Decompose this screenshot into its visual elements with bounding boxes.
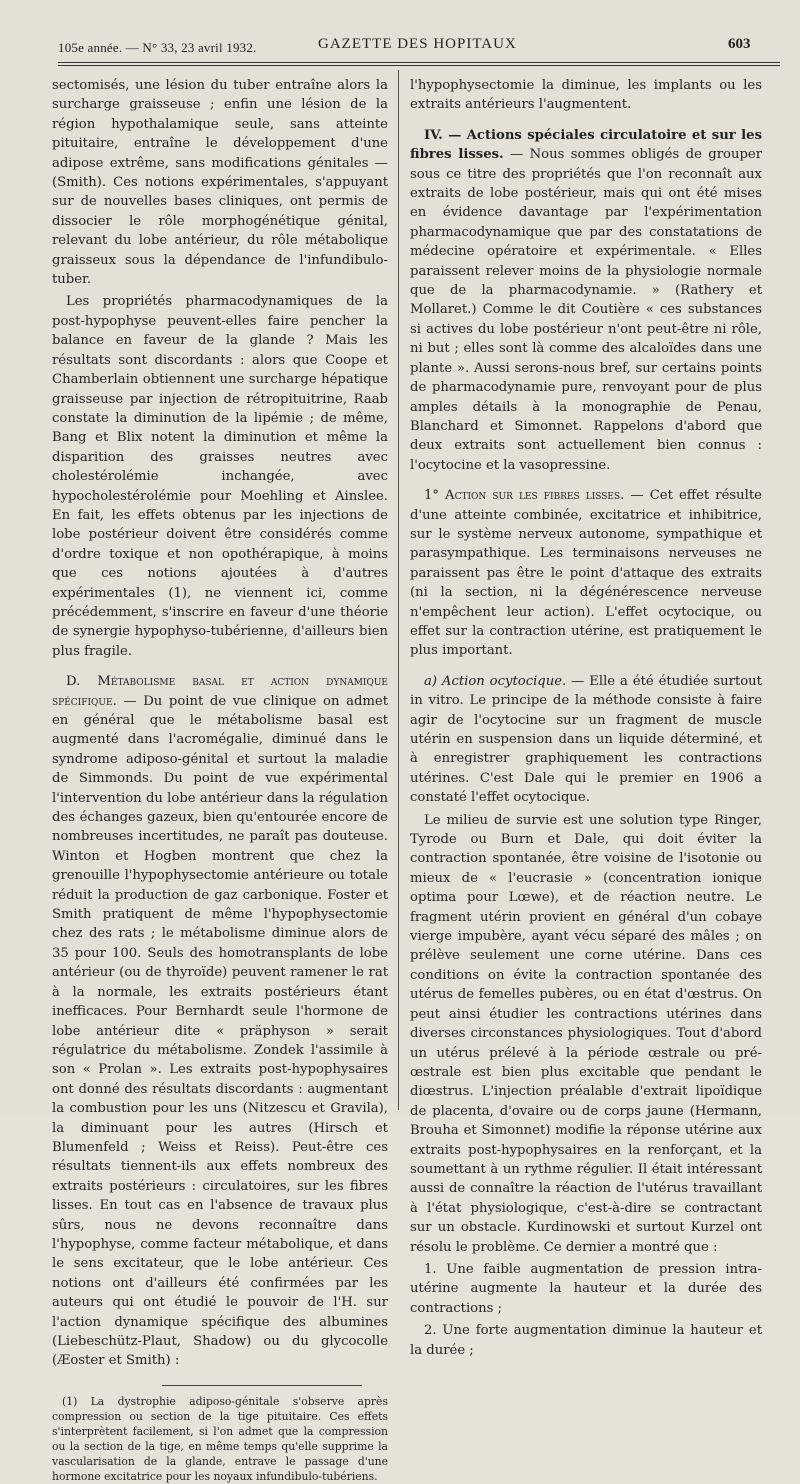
left-paragraph-2: Les propriétés pharmacodynamiques de la post-hypophyse peuvent-elles faire pencher la balance en faveur de la glande ? Mais les résultats sont discordants : alors que Coope et Chamberlain obtiennent une surcharge hépatique graisseuse par injection de rétropituitrine, Raab constate la diminution de la lipémie ; de même, Bang et Blix notent la diminution et même la disparition des graisses neutres avec cholestérolémie inchangée, avec hypocholestérolémie pour Moehling et Ainslee. En fait, les effets obtenus par les injections de lobe postérieur doivent être considérés comme d'ordre toxique et non opothérapique, à moins que ces notions ajoutées à d'autres expérimentales (1), ne viennent ici, comme précédemment, s'inscrire en faveur d'une théorie de synergie hypophyso-tubérienne, d'ailleurs bien plus fragile. bbox=[52, 294, 388, 659]
footnote: (1) La dystrophie adiposo-génitale s'observe après compression ou section de la tige pituitaire. Ces effets s'interprètent facilement, si l'on admet que la compression ou la section de la tige, en même temps qu'elle supprime la vascularisation de la glande, entrave le passage d'une hormone excitatrice pour les noyaux infundibulo-tubériens. bbox=[52, 1394, 388, 1483]
right-paragraph-1: l'hypophysectomie la diminue, les implants ou les extraits antérieurs l'augmentent. bbox=[410, 78, 762, 113]
section-iv-text: — Nous sommes obligés de grouper sous ce titre des propriétés que l'on reconnaît aux extraits de lobe postérieur, mais qui ont été mises en évidence davantage par l'expérimentation pharmacodynamique que par des constatations de médecine opératoire et expérimentale. « Elles paraissent relever moins de la physiologie normale que de la pharmacodynamie. » (Rathery et Mollaret.) Comme le dit Coutière « ces substances si actives du lobe postérieur n'ont peut-être ni rôle, ni but ; elles sont là comme des alcaloïdes dans une plante ». Aussi serons-nous bref, sur certains points de pharmacodynamie pure, renvoyant pour de plus amples détails à la monographie de Penau, Blanchard et Simonnet. Rappelons d'abord que deux extraits sont actuellement bien connus : l'ocytocine et la vasopressine. bbox=[410, 147, 762, 473]
right-paragraph-3 bbox=[410, 486, 762, 661]
section-1-title: 1° Action sur les fibres lisses. bbox=[424, 488, 625, 504]
page-header bbox=[0, 0, 800, 62]
section-d-text: — Du point de vue clinique on admet en général que le métabolisme basal est augmenté dans l'acromégalie, diminué dans le syndrome adiposo-génital et surtout la maladie de Simmonds. Du point de vue expérimental l'intervention du lobe antérieur dans la régulation des échanges gazeux, bien qu'entourée encore de nombreuses incertitudes, ne paraît pas douteuse. Winton et Hogben montrent que chez la grenouille l'hypophysectomie antérieure ou totale réduit la production de gaz carbonique. Foster et Smith pratiquent de même l'hypophysectomie chez des rats ; le métabolisme diminue alors de 35 pour 100. Seuls des homotransplants de lobe antérieur (ou de thyroïde) peuvent ramener le rat à la normale, les extraits postérieurs étant inefficaces. Pour Bernhardt seule l'hormone de lobe antérieur dite « präphyson » serait régulatrice du métabolisme. Zondek l'assimile à son « Prolan ». Les extraits post-hypophysaires ont donné des résultats discordants : augmentant la combustion pour les uns (Nitzescu et Gravila), la diminuant pour les autres (Hirsch et Blumenfeld ; Weiss et Reiss). Peut-être ces résultats tiennent-ils aux effets nombreux des extraits postérieurs : circulatoires, sur les fibres lisses. En tout cas en l'absence de travaux plus sûrs, nous ne devons reconnaître dans l'hypophyse, comme facteur métabolique, et dans le sens excitateur, que le lobe antérieur. Ces notions ont d'ailleurs été confirmées par les auteurs qui ont étudié le pouvoir de l'H. sur l'action dynamique spécifique des albumines (Liebeschütz-Plaut, Shadow) ou du glycocolle (Æoster et Smith) : bbox=[52, 693, 388, 1369]
section-1-text: — Cet effet résulte d'une atteinte combinée, excitatrice et inhibitrice, sur le système nerveux autonome, sympathique et parasympathique. Les terminaisons nerveuses ne paraissent pas être le point d'attaque des extraits (ni la section, ni la dégénérescence nerveuse n'empêchent leur action). L'effet ocytocique, ou effet sur la contraction utérine, est pratiquement le plus important. bbox=[410, 488, 762, 659]
right-column bbox=[410, 76, 762, 1358]
left-paragraph-3 bbox=[52, 672, 388, 1371]
right-paragraph-4 bbox=[410, 672, 762, 808]
footnote-rule bbox=[162, 1385, 362, 1386]
section-a-text: — Elle a été étudiée surtout in vitro. Le principe de la méthode consiste à faire agir de l'ocytocine sur un fragment de muscle utérin en suspension dans un liquide déterminé, et à enregistrer graphiquement les contractions utérines. C'est Dale qui le premier en 1906 a constaté l'effet ocytocique. bbox=[410, 673, 762, 806]
left-column bbox=[52, 76, 388, 1483]
section-d-title: D. Métabolisme basal et action dynamique spécifique. bbox=[52, 674, 388, 709]
section-a-title: a) Action ocytocique. bbox=[424, 673, 567, 689]
section-iv-title: IV. — Actions spéciales circulatoire et sur les fibres lisses. bbox=[410, 127, 762, 163]
right-paragraph-2 bbox=[410, 126, 762, 475]
left-paragraph-1: sectomisés, une lésion du tuber entraîne alors la surcharge graisseuse ; enfin une lésion de la région hypothalamique seule, sans atteinte pituitaire, entraîne le développement d'une adipose extrême, sans modifications génitales — (Smith). Ces notions expérimentales, s'appuyant sur de nouvelles bases cliniques, ont permis de dissocier le rôle morphogénétique génital, relevant du lobe antérieur, du rôle métabolique graisseux sous la dépendance de l'infundibulo-tuber. bbox=[52, 78, 388, 288]
journal-title: GAZETTE DES HOPITAUX bbox=[318, 36, 517, 52]
column-divider bbox=[398, 70, 399, 1110]
page-number: 603 bbox=[728, 36, 751, 52]
list-item-1: 1. Une faible augmentation de pression intra-utérine augmente la hauteur et la durée des contractions ; bbox=[410, 1261, 762, 1316]
header-rule bbox=[58, 62, 780, 66]
list-item-2: 2. Une forte augmentation diminue la hauteur et la durée ; bbox=[410, 1323, 762, 1358]
right-paragraph-5: Le milieu de survie est une solution type Ringer, Tyrode ou Burn et Dale, qui doit éviter la contraction spontanée, être voisine de l'isotonie ou mieux de « l'eucrasie » (concentration ionique optima pour Lœwe), et de réaction neutre. Le fragment utérin provient en général d'un cobaye vierge impubère, ayant vécu séparé des mâles ; on prélève seulement une corne utérine. Dans ces conditions on évite la contraction spontanée des utérus de femelles pubères, ou en état d'œstrus. On peut ainsi étudier les contractions utérines dans diverses circonstances physiologiques. Tout d'abord un utérus prélevé à la période œstrale ou pré-œstrale est bien plus excitable que pendant le diœstrus. L'injection préalable d'extrait lipoïdique de placenta, d'ovaire ou de corps jaune (Hermann, Brouha et Simonnet) modifie la réponse utérine aux extraits post-hypophysaires en la renforçant, et la soumettant à un rythme régulier. Il était intéressant aussi de connaître la réaction de l'utérus travaillant à l'état physiologique, c'est-à-dire se contractant sur un obstacle. Kurdinowski et surtout Kurzel ont résolu le problème. Ce dernier a montré que : bbox=[410, 812, 762, 1255]
issue-line: 105e année. — N° 33, 23 avril 1932. bbox=[58, 40, 257, 55]
